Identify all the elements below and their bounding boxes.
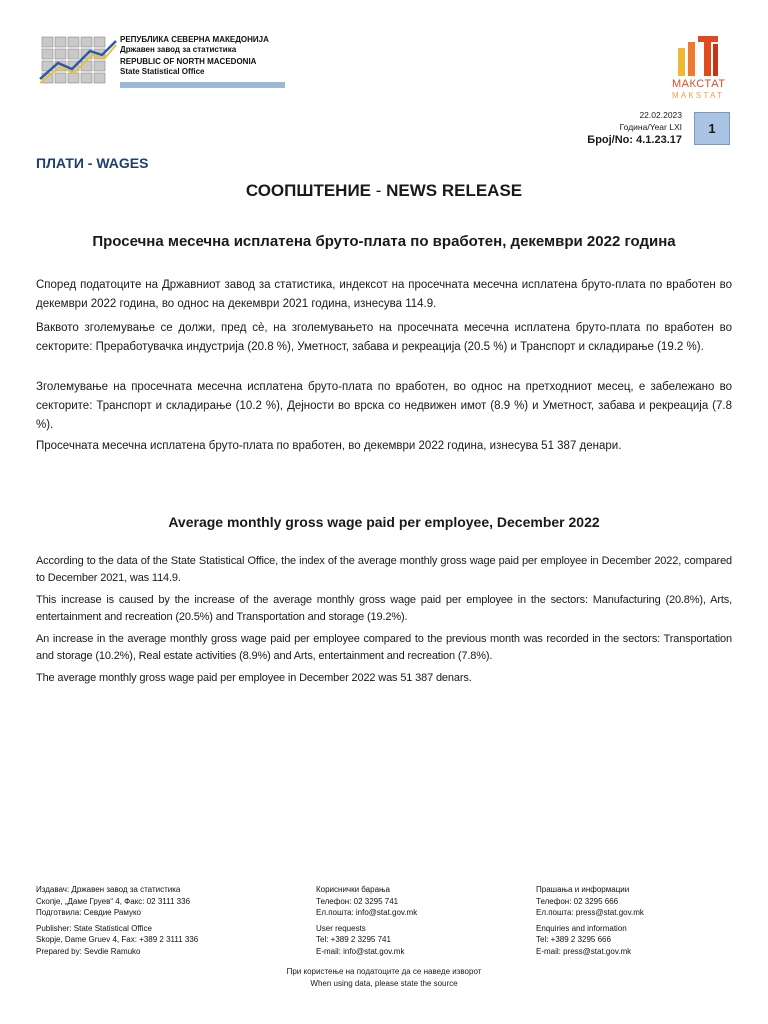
- release-title: [0, 181, 768, 201]
- footer-line: Skopje, Dame Gruev 4, Fax: +389 2 3111 336: [36, 935, 199, 944]
- release-date: 22.02.2023: [639, 110, 682, 120]
- footer-line: Tel: +389 2 3295 741: [316, 935, 391, 944]
- header-accent-bar: [120, 82, 285, 88]
- section-title-en: Average monthly gross wage paid per employee, December 2022: [168, 514, 600, 530]
- footer-line: User requests: [316, 923, 366, 933]
- release-title-en: NEWS RELEASE: [386, 181, 523, 200]
- footer-line: Издавач: Државен завод за статистика: [36, 885, 181, 894]
- section-title-mk: Просечна месечна исплатена бруто-плата по вработен, декември 2022 година: [92, 233, 676, 250]
- org-name-mk: РЕПУБЛИКА СЕВЕРНА МАКЕДОНИЈА: [120, 35, 269, 44]
- paragraph-en-3: An increase in the average monthly gross wage paid per employee compared to the previous month was recorded in the sectors: Transportation and storage (10.2%), Real estate activities (8.9%) and Arts, entertainment and recreation (7.8%).: [36, 633, 732, 662]
- release-title-separator: -: [371, 181, 387, 200]
- footer-enquiries: [536, 884, 644, 957]
- paragraph-mk-3: Зголемување на просечната месечна исплатена бруто-плата по вработен, во однос на претходниот месец, е забележано во секторите: Транспорт и складирање (10.2 %), Дејности во врска со недвижен имот (8.9 %) и Уметност, забава и рекреација (7.8 %).: [36, 381, 732, 431]
- footer-publisher: [36, 884, 198, 957]
- footer-line: Прашања и информации: [536, 885, 630, 894]
- footer-email-link[interactable]: Ел.пошта: press@stat.gov.mk: [536, 908, 644, 917]
- brand-name-latin: MAKSTAT: [672, 91, 724, 100]
- source-note: [0, 966, 768, 990]
- brand-name: МАКСТАТ: [672, 78, 726, 90]
- footer-line: Prepared by: Sevdie Ramuko: [36, 946, 141, 956]
- org-office-mk: Државен завод за статистика: [120, 45, 237, 54]
- page-number-badge: 1: [694, 112, 730, 145]
- release-number: Број/No: 4.1.23.17: [587, 134, 682, 146]
- footer-line: Телефон: 02 3295 666: [536, 896, 619, 906]
- footer-line: Кориснички барања: [316, 885, 390, 894]
- footer-email-link[interactable]: Ел.пошта: info@stat.gov.mk: [316, 908, 418, 917]
- footer-user-requests: [316, 884, 417, 957]
- paragraph-en-4: The average monthly gross wage paid per employee in December 2022 was 51 387 denars.: [36, 672, 472, 684]
- makstat-logo-icon: [676, 36, 720, 76]
- release-title-mk: СООПШТЕНИЕ: [245, 181, 372, 200]
- footer-line: Publisher: State Statistical Office: [36, 923, 152, 933]
- paragraph-en-1: According to the data of the State Statistical Office, the index of the average monthly gross wage paid per employee in December 2022, compared to December 2021, was 114.9.: [36, 555, 732, 584]
- footer-line: Телефон: 02 3295 741: [316, 896, 399, 906]
- paragraph-mk-4: Просечната месечна исплатена бруто-плата по вработен, во декември 2022 година, изнесува 51 387 денари.: [36, 440, 622, 452]
- footer-line: Подготвила: Севдие Рамуко: [36, 908, 141, 917]
- release-year: Година/Year LXI: [619, 122, 682, 132]
- footer-line: Tel: +389 2 3295 666: [536, 935, 611, 944]
- footer-email-link[interactable]: E-mail: press@stat.gov.mk: [536, 946, 632, 956]
- source-note-mk: При користење на податоците да се наведе изворот: [286, 967, 482, 976]
- org-name-en: REPUBLIC OF NORTH MACEDONIA: [120, 57, 257, 66]
- footer-line: Скопје, „Даме Груев“ 4, Факс: 02 3111 336: [36, 896, 191, 906]
- paragraph-mk-2: Ваквото зголемување се должи, пред сè, на зголемувањето на просечната месечна исплатена бруто-плата по вработен во секторите: Преработувачка индустрија (20.8 %), Уметност, забава и рекреација (20.5 %) и Транспорт и складирање (19.2 %).: [36, 322, 732, 353]
- paragraph-mk-1: Според податоците на Државниот завод за статистика, индексот на просечната месечна исплатена бруто-плата по вработен во декември 2022 година, во однос на декември 2021 година, изнесува 114.9.: [36, 279, 732, 310]
- footer-line: Enquiries and information: [536, 923, 627, 933]
- paragraph-en-2: This increase is caused by the increase of the average monthly gross wage paid per employee in the sectors: Manufacturing (20.8%), Arts, entertainment and recreation (20.5%) and Transportation and storage (19.2%).: [36, 594, 732, 623]
- org-office-en: State Statistical Office: [120, 67, 205, 76]
- state-statistical-office-logo-icon: [38, 33, 118, 88]
- source-note-en: When using data, please state the source: [310, 979, 458, 988]
- footer-email-link[interactable]: E-mail: info@stat.gov.mk: [316, 946, 405, 956]
- category-title: ПЛАТИ - WAGES: [36, 155, 149, 171]
